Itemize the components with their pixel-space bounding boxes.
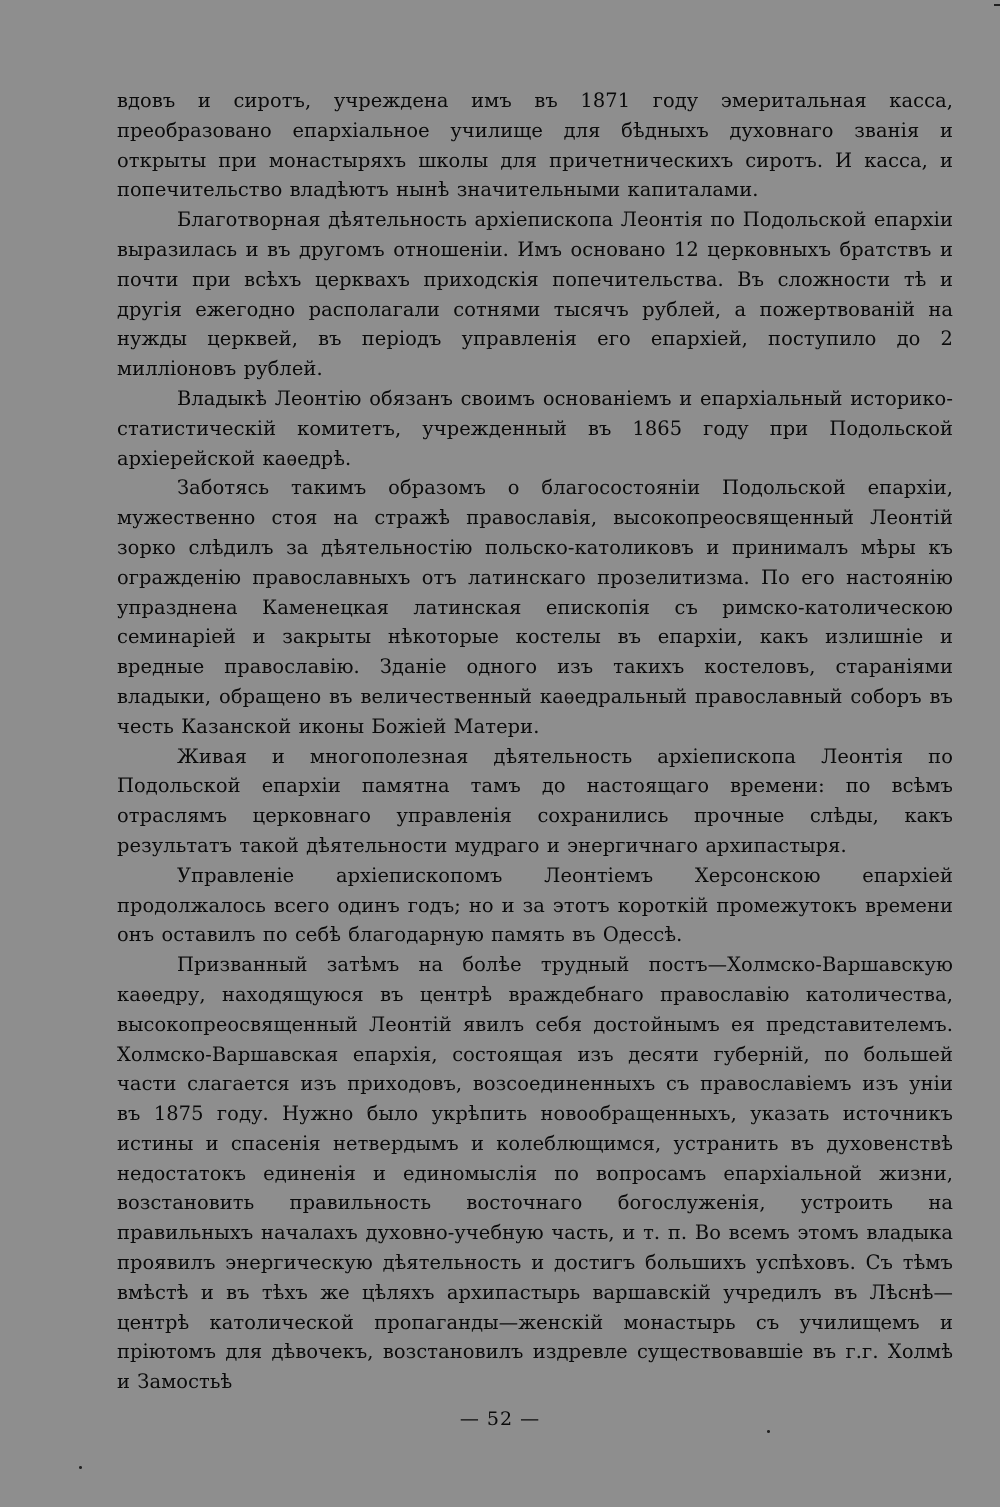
paragraph-7: Призванный затѣмъ на болѣе трудный постъ—Холмско-Варшавскую каѳедру, находящуюся въ центрѣ враждебнаго православію католичества, высокопреосвященный Леонтій явилъ себя достойнымъ ея представителемъ. Холмско-Варшавская епархія, состоящая изъ десяти губерній, по большей части слагается изъ приходовъ, возсоединенныхъ съ православіемъ изъ уніи въ 1875 году. Нужно было укрѣпить новообращенныхъ, указать источникъ истины и спасенія нетвердымъ и колеблющимся, устранить въ духовенствѣ недостатокъ единенія и единомыслія по вопросамъ епархіальной жизни, возстановить правильность восточнаго богослуженія, устроить на правильныхъ началахъ духовно-учебную часть, и т. п. Во всемъ этомъ владыка проявилъ энергическую дѣятельность и достигъ большихъ успѣховъ. Съ тѣмъ вмѣстѣ и въ тѣхъ же цѣляхъ архипастырь варшавскій учредилъ въ Лѣснѣ—центрѣ католической пропаганды—женскій монастырь съ училищемъ и пріютомъ для дѣвочекъ, возстановилъ издревле существовавшіе въ г.г. Холмѣ и Замостьѣ — [117, 953, 953, 1394]
paragraph-1: вдовъ и сиротъ, учреждена имъ въ 1871 году эмеритальная касса, преобразовано епархіальное училище для бѣдныхъ духовнаго званія и открыты при монастыряхъ школы для причетническихъ сиротъ. И касса, и попечительство владѣютъ нынѣ значительными капиталами. — [117, 89, 953, 202]
scan-speck — [767, 1430, 770, 1433]
paragraph-4: Заботясь такимъ образомъ о благосостояніи Подольской епархіи, мужественно стоя на стражѣ православія, высокопреосвященный Леонтій зорко слѣдилъ за дѣятельностію польско-католиковъ и принималъ мѣры къ огражденію православныхъ отъ латинскаго прозелитизма. По его настоянію упразднена Каменецкая латинская епископія съ римско-католическою семинаріей и закрыты нѣкоторые костелы въ епархіи, какъ излишніе и вредные православію. Зданіе одного изъ такихъ костеловъ, стараніями владыки, обращено въ величественный каѳедральный православный соборъ въ честь Казанской иконы Божіей Матери. — [117, 476, 953, 738]
scan-speck — [79, 1466, 82, 1469]
paragraph-3: Владыкѣ Леонтію обязанъ своимъ основаніемъ и епархіальный историко-статистическій комитетъ, учрежденный въ 1865 году при Подольской архіерейской каѳедрѣ. — [117, 386, 953, 470]
scan-edge-mark — [994, 4, 1000, 6]
page-body — [117, 86, 953, 1397]
paragraph-5: Живая и многополезная дѣятельность архіепископа Леонтія по Подольской епархіи памятна тамъ до настоящаго времени: по всѣмъ отраслямъ церковнаго управленія сохранились прочные слѣды, какъ результатъ такой дѣятельности мудраго и энергичнаго архипастыря. — [117, 744, 953, 857]
paragraph-2: Благотворная дѣятельность архіепископа Леонтія по Подольской епархіи выразилась и въ другомъ отношеніи. Имъ основано 12 церковныхъ братствъ и почти при всѣхъ церквахъ приходскія попечительства. Въ сложности тѣ и другія ежегодно располагали сотнями тысячъ рублей, а пожертвованій на нужды церквей, въ періодъ управленія его епархіей, поступило до 2 милліоновъ рублей. — [117, 208, 953, 381]
page-number: — 52 — — [459, 1408, 541, 1430]
paragraph-6: Управленіе архіепископомъ Леонтіемъ Херсонскою епархіей продолжалось всего одинъ годъ; но и за этотъ короткій промежутокъ времени онъ оставилъ по себѣ благодарную память въ Одессѣ. — [117, 863, 953, 947]
